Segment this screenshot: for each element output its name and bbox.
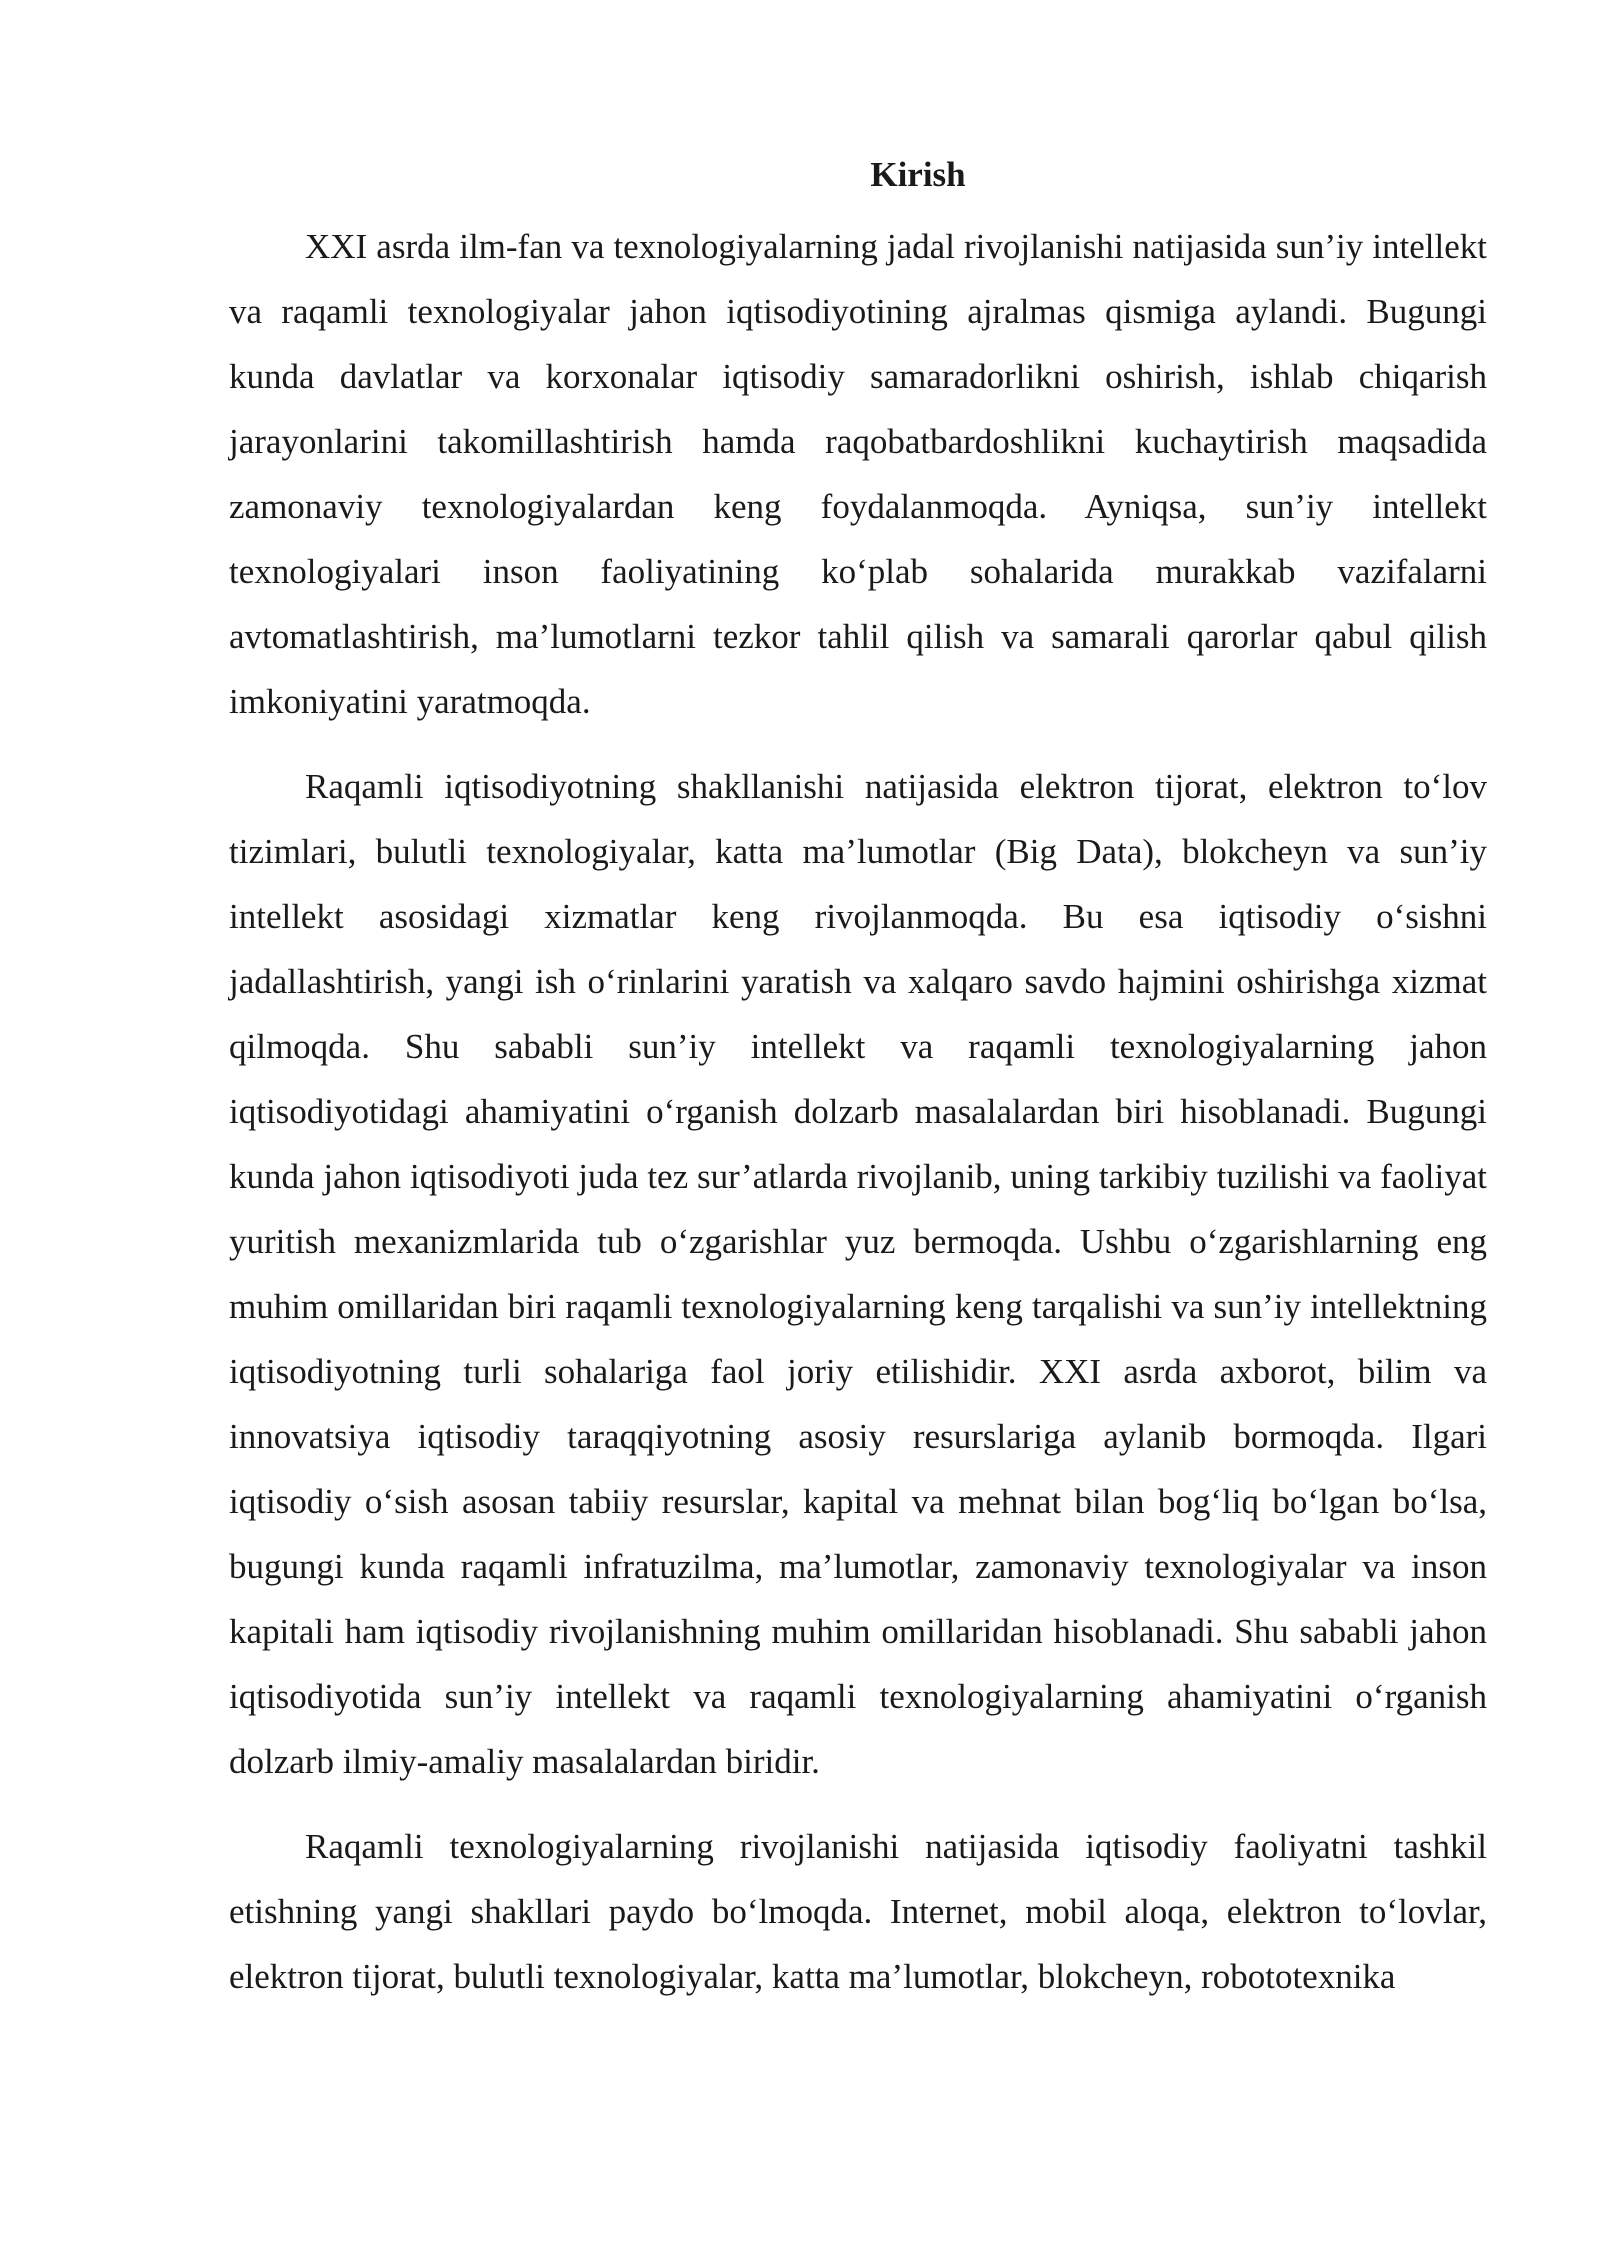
paragraph-2: Raqamli iqtisodiyotning shakllanishi natijasida elektron tijorat, elektron to‘lov tizimlari, bulutli texnologiyalar, katta ma’lumotlar (Big Data), blokcheyn va sun’iy intellekt asosidagi xizmatlar keng rivojlanmoqda. Bu esa iqtisodiy o‘sishni jadallashtirish, yangi ish o‘rinlarini yaratish va xalqaro savdo hajmini oshirishga xizmat qilmoqda. Shu sababli sun’iy intellekt va raqamli texnologiyalarning jahon iqtisodiyotidagi ahamiyatini o‘rganish dolzarb masalalardan biri hisoblanadi. Bugungi kunda jahon iqtisodiyoti juda tez sur’atlarda rivojlanib, uning tarkibiy tuzilishi va faoliyat yuritish mexanizmlarida tub o‘zgarishlar yuz bermoqda. Ushbu o‘zgarishlarning eng muhim omillaridan biri raqamli texnologiyalarning keng tarqalishi va sun’iy intellektning iqtisodiyotning turli sohalariga faol joriy etilishidir. XXI asrda axborot, bilim va innovatsiya iqtisodiy taraqqiyotning asosiy resurslariga aylanib bormoqda. Ilgari iqtisodiy o‘sish asosan tabiiy resurslar, kapital va mehnat bilan bog‘liq bo‘lgan bo‘lsa, bugungi kunda raqamli infratuzilma, ma’lumotlar, zamonaviy texnologiyalar va inson kapitali ham iqtisodiy rivojlanishning muhim omillaridan hisoblanadi. Shu sababli jahon iqtisodiyotida sun’iy intellekt va raqamli texnologiyalarning ahamiyatini o‘rganish dolzarb ilmiy-amaliy masalalardan biridir. — [229, 767, 1487, 1781]
paragraph-3: Raqamli texnologiyalarning rivojlanishi natijasida iqtisodiy faoliyatni tashkil etishning yangi shakllari paydo bo‘lmoqda. Internet, mobil aloqa, elektron to‘lovlar, elektron tijorat, bulutli texnologiyalar, katta ma’lumotlar, blokcheyn, robototexnika — [229, 1827, 1487, 1996]
page-title: Kirish — [870, 155, 966, 194]
document-body — [229, 150, 1487, 2029]
paragraph-1: XXI asrda ilm-fan va texnologiyalarning jadal rivojlanishi natijasida sun’iy intellekt va raqamli texnologiyalar jahon iqtisodiyotining ajralmas qismiga aylandi. Bugungi kunda davlatlar va korxonalar iqtisodiy samaradorlikni oshirish, ishlab chiqarish jarayonlarini takomillashtirish hamda raqobatbardoshlikni kuchaytirish maqsadida zamonaviy texnologiyalardan keng foydalanmoqda. Ayniqsa, sun’iy intellekt texnologiyalari inson faoliyatining ko‘plab sohalarida murakkab vazifalarni avtomatlashtirish, ma’lumotlarni tezkor tahlil qilish va samarali qarorlar qabul qilish imkoniyatini yaratmoqda. — [229, 227, 1487, 721]
